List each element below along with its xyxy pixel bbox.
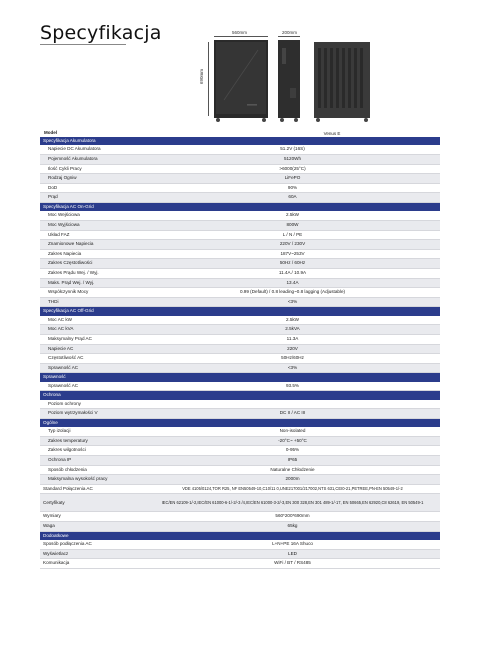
spec-row (40, 164, 440, 174)
product-figure (196, 26, 386, 126)
spec-label: THDi (40, 297, 145, 307)
spec-row (40, 344, 440, 354)
spec-label: Częstotliwość AC (40, 354, 145, 364)
spec-label: Moc Wejściowa (40, 211, 145, 220)
spec-row (40, 436, 440, 446)
spec-row (40, 400, 440, 409)
spec-value: 11.3A (145, 334, 440, 344)
spec-label: Moc AC kVA (40, 325, 145, 335)
spec-value: L+N+PE 16A Shuco (145, 540, 440, 549)
spec-row (40, 193, 440, 203)
spec-value: Naturalne Chłodzenie (145, 465, 440, 475)
side-body (278, 40, 300, 118)
spec-label: Znamionowe Napiecia (40, 240, 145, 250)
spec-row (40, 456, 440, 466)
spec-label: Współczynnik Mocy (40, 288, 145, 298)
spec-label: Wymiary (40, 512, 145, 522)
spec-label: Rodzaj Ogniw (40, 174, 145, 184)
spec-table (40, 137, 440, 569)
spec-row (40, 484, 440, 494)
spec-row (40, 522, 440, 532)
spec-row (40, 174, 440, 184)
spec-label: Prąd (40, 193, 145, 203)
section-title: Specyfikacja AC Off-Grid (40, 307, 440, 316)
spec-value: 93.5% (145, 382, 440, 391)
spec-label: Standard Połączenia AC (40, 484, 145, 494)
spec-label: Napiecie DC Akumulatora (40, 145, 145, 154)
spec-label: Certyfikaty (40, 494, 145, 512)
spec-row (40, 475, 440, 485)
spec-value: VDE 4105/0124,TOR R25, NF EN50549-10,C10/11 0,UNE217001/217002,NTS 631,CEI0-21,PETREE,PN-EN 50549-1/-2 (145, 484, 440, 494)
section-title: Dodoatkowe (40, 531, 440, 540)
spec-label: DoD (40, 183, 145, 193)
spec-label: Zakres temperatury (40, 436, 145, 446)
spec-label: Sprawność AC (40, 363, 145, 373)
spec-label: Wyświetlacz (40, 549, 145, 559)
spec-value: -20°C~ +50°C (145, 436, 440, 446)
spec-value: 2.5kW (145, 211, 440, 220)
spec-value: DC II / AC III (145, 409, 440, 419)
spec-value: LED (145, 549, 440, 559)
spec-value: 11.4A / 10.9A (145, 268, 440, 278)
spec-value: <3% (145, 297, 440, 307)
spec-row (40, 183, 440, 193)
spec-value: 2.5kW (145, 316, 440, 325)
section-header (40, 531, 440, 540)
section-title: Ogólne (40, 418, 440, 427)
spec-row (40, 409, 440, 419)
front-wheel-right (262, 118, 266, 122)
spec-value: 60A (145, 193, 440, 203)
spec-label: Maks. Prąd Wej. / Wyj. (40, 278, 145, 288)
section-header (40, 373, 440, 382)
spec-row (40, 549, 440, 559)
spec-row (40, 316, 440, 325)
spec-value: WiFi / BT / RS485 (145, 559, 440, 569)
spec-label: Poziom wytrzymałości V (40, 409, 145, 419)
section-title: Sprawność (40, 373, 440, 382)
spec-value: 0-95% (145, 446, 440, 456)
spec-value: 50Hz / 60Hz (145, 259, 440, 269)
section-header (40, 137, 440, 145)
section-title: Ochrona (40, 391, 440, 400)
spec-label: Zakres Napiecia (40, 249, 145, 259)
spec-row (40, 512, 440, 522)
spec-value (145, 400, 440, 409)
side-wheel-left (280, 118, 284, 122)
spec-label: Maksymalna wysokość pracy (40, 475, 145, 485)
spec-row (40, 354, 440, 364)
spec-label: Zakres wilgotności (40, 446, 145, 456)
side-port (290, 88, 296, 98)
section-title: Specyfikacja Akumulatora (40, 137, 440, 145)
model-row (40, 129, 440, 137)
spec-row (40, 494, 440, 512)
spec-value: IP65 (145, 456, 440, 466)
width-label: 560mm (232, 30, 248, 35)
spec-label: Typ izolacji (40, 427, 145, 436)
spec-value: 51.2V (16S) (145, 145, 440, 154)
spec-value: LiFePO (145, 174, 440, 184)
spec-value: 2000m (145, 475, 440, 485)
spec-row (40, 382, 440, 391)
model-value: Venus E (323, 131, 341, 136)
section-header (40, 418, 440, 427)
spec-row (40, 427, 440, 436)
spec-value: 2.5kVA (145, 325, 440, 335)
spec-row (40, 211, 440, 220)
spec-value: 65kg (145, 522, 440, 532)
section-header (40, 307, 440, 316)
spec-label: Napiecie AC (40, 344, 145, 354)
spec-value: 13.4A (145, 278, 440, 288)
spec-row (40, 155, 440, 165)
spec-row (40, 145, 440, 154)
spec-row (40, 446, 440, 456)
page-title: Specyfikacja (40, 22, 162, 44)
product-front-view (196, 26, 386, 126)
spec-value: <3% (145, 363, 440, 373)
spec-label: Moc AC kW (40, 316, 145, 325)
spec-row (40, 278, 440, 288)
spec-row (40, 268, 440, 278)
spec-label: Zakres Prądu Wej. / Wyj. (40, 268, 145, 278)
spec-label: Sposób chłodzenia (40, 465, 145, 475)
spec-label: Ochrona IP (40, 456, 145, 466)
spec-value: Non-isolated (145, 427, 440, 436)
spec-row (40, 540, 440, 549)
spec-row (40, 325, 440, 335)
section-header (40, 391, 440, 400)
spec-label: Sprawność AC (40, 382, 145, 391)
section-title: Specyfikacja AC On-Grid (40, 202, 440, 211)
spec-value: 0.99 (Default) / 0.8 leading~0.8 lagging (Adjustable) (145, 288, 440, 298)
spec-label: Moc Wyjściowa (40, 220, 145, 230)
spec-label: Ilość Cykli Pracy (40, 164, 145, 174)
spec-row (40, 220, 440, 230)
back-wheel-left (316, 118, 320, 122)
spec-row (40, 465, 440, 475)
spec-label: Komunikacja (40, 559, 145, 569)
height-label: 690mm (199, 68, 205, 85)
spec-label: Pojemność Akumulatora (40, 155, 145, 165)
spec-row (40, 288, 440, 298)
spec-value: 560*200*690mm (145, 512, 440, 522)
front-wheel-left (216, 118, 220, 122)
spec-label: Waga (40, 522, 145, 532)
spec-row (40, 240, 440, 250)
side-wheel-right (294, 118, 298, 122)
spec-value: 220V / 230V (145, 240, 440, 250)
front-badge (247, 104, 257, 106)
spec-value: 5120Wh (145, 155, 440, 165)
front-panel (216, 42, 266, 114)
spec-row (40, 297, 440, 307)
side-handle (282, 48, 286, 64)
spec-label: Układ FAZ (40, 230, 145, 240)
spec-value: 187V~253V (145, 249, 440, 259)
spec-row (40, 249, 440, 259)
spec-value: 50Hz/60Hz (145, 354, 440, 364)
spec-value: IEC/EN 62109-1/-2,IEC/EN 61000-6-1/-2/-3 /4,IEC/EN 61000-3-2/-3,EN 300 328,EN 301 489-1/-17, EN 50665,EN 62920,C8 62619, EN 50549-1 (145, 494, 440, 512)
spec-row (40, 259, 440, 269)
spec-row (40, 334, 440, 344)
spec-label: Sposób podłączenia AC (40, 540, 145, 549)
back-wheel-right (364, 118, 368, 122)
depth-label: 200mm (282, 30, 298, 35)
spec-label: Zakres Częstotliwości (40, 259, 145, 269)
title-underline (40, 44, 126, 45)
section-header (40, 202, 440, 211)
spec-value: >6000(25°C) (145, 164, 440, 174)
spec-row (40, 230, 440, 240)
spec-value: 90% (145, 183, 440, 193)
spec-label: Poziom ochrony (40, 400, 145, 409)
model-label: Model (44, 130, 57, 135)
spec-row (40, 559, 440, 569)
spec-row (40, 363, 440, 373)
spec-value: L / N / PE (145, 230, 440, 240)
spec-value: 800W (145, 220, 440, 230)
spec-value: 220V (145, 344, 440, 354)
spec-label: Maksymalny Prąd AC (40, 334, 145, 344)
